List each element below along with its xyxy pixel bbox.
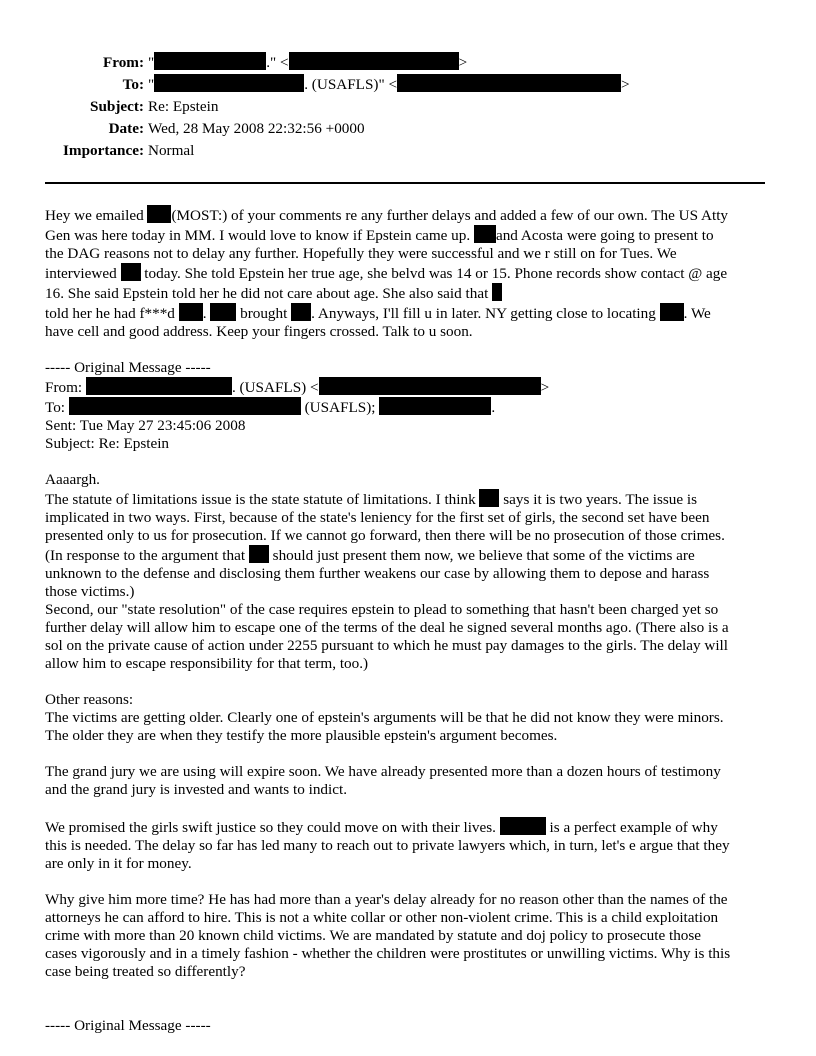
body-line: 16. She said Epstein told her he did not care about age. She also said that bbox=[45, 283, 773, 303]
body-line: Second, our "state resolution" of the case requires epstein to plead to something that hasn't been charged yet so bbox=[45, 601, 719, 618]
body-line: Hey we emailed (MOST:) of your comments re any further delays and added a few of our own. The US Atty bbox=[45, 207, 729, 224]
redaction bbox=[660, 303, 684, 321]
redaction bbox=[249, 545, 269, 563]
subject-row bbox=[40, 96, 630, 118]
body-line: The older they are when they testify the more plausible epstein's argument becomes. bbox=[45, 727, 558, 744]
from-row: From: " ." < > bbox=[40, 52, 630, 74]
redaction bbox=[319, 377, 541, 395]
to-row: To: " . (USAFLS)" < > bbox=[40, 74, 630, 96]
redaction bbox=[147, 205, 171, 223]
body-line: crime with more than 20 known child victims. We are mandated by statute and doj policy to prosecute those bbox=[45, 927, 702, 944]
redaction bbox=[69, 397, 301, 415]
body-line: further delay will allow him to escape one of the terms of the deal he signed several months ago. (There also is a bbox=[45, 619, 729, 636]
redaction bbox=[121, 263, 141, 281]
body-line: this is needed. The delay so far has led many to reach out to private lawyers which, in turn, let's e argue that they bbox=[45, 837, 730, 854]
to-label: To: bbox=[122, 76, 144, 93]
redaction bbox=[154, 74, 304, 92]
body-line: allow him to escape responsibility for that term, too.) bbox=[45, 655, 369, 672]
body-line: cases vigorously and in a timely fashion - whether the children were prostitutes or unwilling victims. Why is this bbox=[45, 945, 731, 962]
body-line: attorneys he can afford to hire. This is not a white collar or other non-violent crime. This is a child exploitation bbox=[45, 909, 719, 926]
body-line: (In response to the argument that should just present them now, we believe that some of the victims are bbox=[45, 547, 695, 564]
body-line: have cell and good address. Keep your fingers crossed. Talk to u soon. bbox=[45, 323, 473, 340]
body-line: and the grand jury is invested and wants to indict. bbox=[45, 781, 347, 798]
orig-subject-line: Subject: Re: Epstein bbox=[45, 435, 170, 452]
redaction bbox=[479, 489, 499, 507]
redaction bbox=[154, 52, 266, 70]
from-label: From: bbox=[102, 54, 144, 71]
redaction bbox=[500, 817, 546, 835]
redaction bbox=[289, 52, 459, 70]
email-body bbox=[45, 205, 773, 1035]
body-line: The grand jury we are using will expire soon. We have already presented more than a dozen hours of testimony bbox=[45, 763, 721, 780]
header-divider bbox=[45, 182, 765, 184]
body-line: interviewed today. She told Epstein her true age, she belvd was 14 or 15. Phone records show contact @ age bbox=[45, 265, 728, 282]
redaction bbox=[397, 74, 621, 92]
body-line: told her he had f***d . brought . Anyways, I'll fill u in later. NY getting close to locating . We bbox=[45, 305, 711, 322]
body-line: those victims.) bbox=[45, 583, 135, 600]
redaction bbox=[474, 225, 496, 243]
importance-row bbox=[40, 140, 630, 162]
body-line: implicated in two ways. First, because of the state's leniency for the first set of girls, the second set have been bbox=[45, 509, 710, 526]
body-line: Why give him more time? He has had more than a year's delay already for no reason other than the names of the bbox=[45, 891, 728, 908]
body-line: presented only to us for prosecution. If we cannot go forward, then there will be no prosecution of those crimes. bbox=[45, 527, 725, 544]
redaction bbox=[179, 303, 203, 321]
importance-label: Importance: bbox=[63, 142, 144, 159]
body-line: Aaaargh. bbox=[45, 471, 100, 488]
original-message-divider: ----- Original Message ----- bbox=[45, 359, 211, 376]
body-line: unknown to the defense and disclosing them further weakens our case by allowing them to depose and harass bbox=[45, 565, 710, 582]
orig-sent-line: Sent: Tue May 27 23:45:06 2008 bbox=[45, 417, 246, 434]
redaction bbox=[86, 377, 232, 395]
email-header bbox=[40, 52, 630, 162]
body-line: are only in it for money. bbox=[45, 855, 192, 872]
redaction bbox=[210, 303, 236, 321]
orig-from-line: From: . (USAFLS) < > bbox=[45, 379, 550, 396]
redaction bbox=[492, 283, 502, 301]
redaction bbox=[379, 397, 491, 415]
body-line: The statute of limitations issue is the state statute of limitations. I think says it is two years. The issue is bbox=[45, 491, 698, 508]
body-line: The victims are getting older. Clearly one of epstein's arguments will be that he did not know they were minors. bbox=[45, 709, 724, 726]
date-value: Wed, 28 May 2008 22:32:56 +0000 bbox=[148, 120, 365, 137]
subject-label: Subject: bbox=[90, 98, 144, 115]
orig-to-line: To: (USAFLS); . bbox=[45, 399, 496, 416]
importance-value: Normal bbox=[148, 142, 195, 159]
date-row bbox=[40, 118, 630, 140]
body-line: Other reasons: bbox=[45, 691, 134, 708]
redaction bbox=[291, 303, 311, 321]
body-line: Gen was here today in MM. I would love to know if Epstein came up. and Acosta were going to present to bbox=[45, 227, 714, 244]
body-line: case being treated so differently? bbox=[45, 963, 246, 980]
body-line: We promised the girls swift justice so they could move on with their lives. is a perfect example of why bbox=[45, 819, 718, 836]
body-line: sol on the private cause of action under 2255 pursuant to which he must pay damages to the girls. The delay will bbox=[45, 637, 728, 654]
original-message-divider: ----- Original Message ----- bbox=[45, 1017, 211, 1034]
subject-value: Re: Epstein bbox=[148, 98, 219, 115]
body-line: the DAG reasons not to delay any further. Hopefully they were successful and we r still on for Tues. We bbox=[45, 245, 677, 262]
date-label: Date: bbox=[108, 120, 144, 137]
